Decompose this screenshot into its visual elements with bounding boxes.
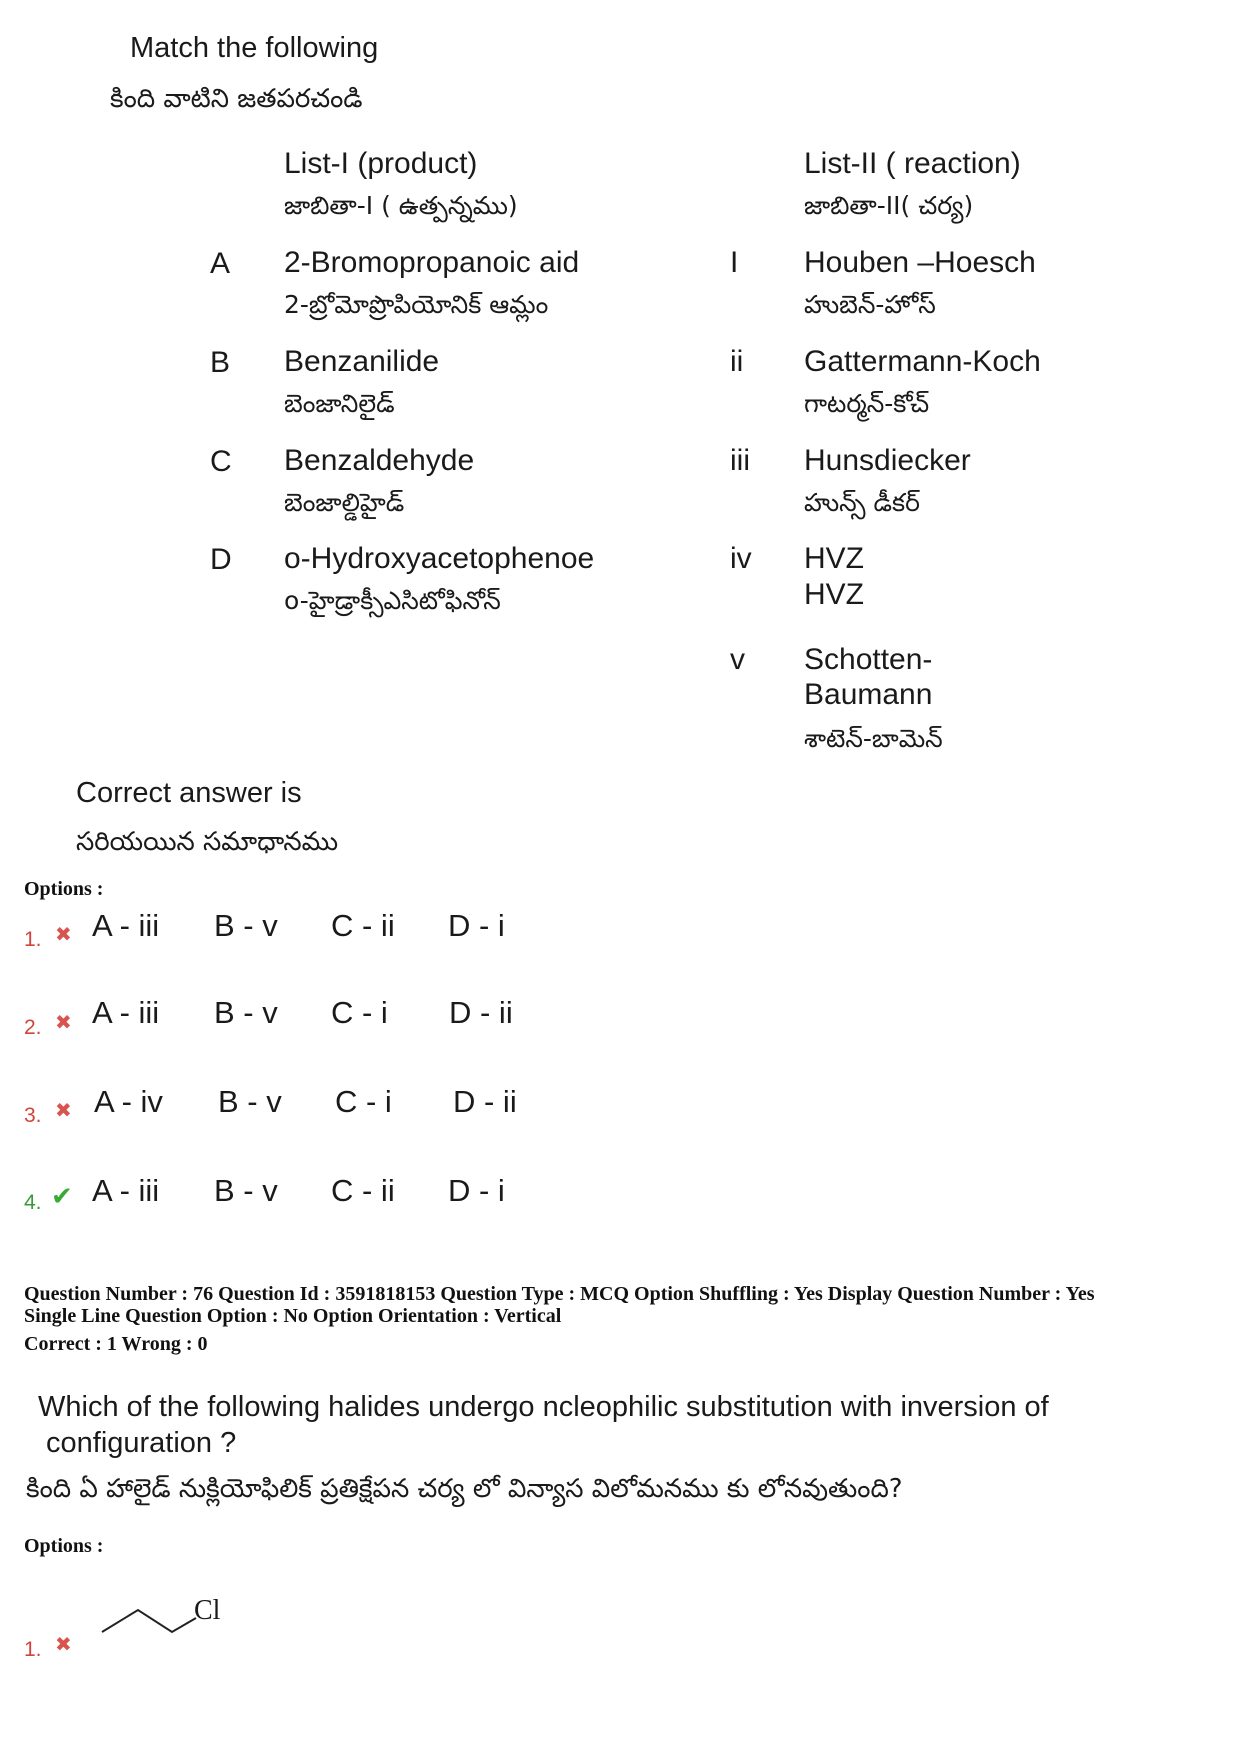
- list2-item-te: హుబెన్-హోస్: [804, 290, 936, 319]
- list2-item-en: Schotten-: [804, 643, 933, 676]
- option-part: B - v: [214, 995, 278, 1030]
- list2-item-en: Houben –Hoesch: [804, 246, 1036, 279]
- correct-answer-label-en: Correct answer is: [76, 777, 302, 809]
- question-meta-score: Correct : 1 Wrong : 0: [24, 1333, 208, 1355]
- list1-key: D: [210, 543, 232, 576]
- list2-item-te: శాటెన్-బామెన్: [804, 724, 943, 753]
- option-number: 1.: [24, 1638, 42, 1661]
- list1-item-te: 2-బ్రోమోప్రొపియోనిక్ ఆమ్లం: [284, 290, 549, 319]
- question-meta-line2: Single Line Question Option : No Option Orientation : Vertical: [24, 1305, 562, 1327]
- option-part: A - iv: [94, 1084, 163, 1119]
- list1-item-en: 2-Bromopropanoic aid: [284, 246, 580, 279]
- option-part: D - i: [448, 908, 505, 943]
- option-number: 1.: [24, 928, 42, 951]
- question-text-en: Which of the following halides undergo ncleophilic substitution with inversion of: [38, 1391, 1049, 1423]
- list1-key: A: [210, 247, 231, 280]
- cross-icon: ✖: [55, 1100, 72, 1122]
- list1-key: C: [210, 445, 232, 478]
- option-part: B - v: [214, 908, 278, 943]
- list2-header-te: జాబితా-II( చర్య): [804, 191, 974, 220]
- question-title-en: Match the following: [130, 32, 379, 64]
- list1-item-en: o-Hydroxyacetophenoe: [284, 542, 595, 575]
- option-part: A - iii: [92, 1173, 160, 1208]
- list1-key: B: [210, 346, 231, 379]
- option-part: C - ii: [331, 908, 395, 943]
- cross-icon: ✖: [55, 1012, 72, 1034]
- list2-item-en: HVZ: [804, 542, 864, 575]
- list2-key: ii: [730, 345, 744, 378]
- list1-item-te: o-హైడ్రాక్సీఎసిటోఫినోన్: [284, 586, 501, 615]
- list2-item-te: HVZ: [804, 578, 864, 611]
- list1-item-en: Benzanilide: [284, 345, 440, 378]
- question-text-en-cont: configuration ?: [46, 1427, 237, 1459]
- question-text-te: కింది ఏ హాలైడ్ నుక్లియోఫిలిక్ ప్రతిక్షేపన చర్య లో విన్యాస విలోమనము కు లోనవుతుంది?: [26, 1474, 903, 1504]
- option-part: C - ii: [331, 1173, 395, 1208]
- option-number: 3.: [24, 1104, 42, 1127]
- list2-key: iii: [730, 444, 750, 477]
- question-meta-line1: Question Number : 76 Question Id : 3591818153 Question Type : MCQ Option Shuffling : Yes Display Question Number : Yes: [24, 1283, 1095, 1305]
- list1-header-en: List-I (product): [284, 147, 478, 180]
- list2-header-en: List-II ( reaction): [804, 147, 1021, 180]
- list2-item-te: హున్స్ డీకర్: [804, 488, 920, 517]
- list2-key: iv: [730, 542, 752, 575]
- option-number: 2.: [24, 1016, 42, 1039]
- option-part: D - ii: [449, 995, 513, 1030]
- list2-key: I: [730, 246, 739, 279]
- option-part: D - i: [448, 1173, 505, 1208]
- option-part: C - i: [335, 1084, 392, 1119]
- options-label-q76: Options :: [24, 1535, 104, 1557]
- option-part: A - iii: [92, 995, 160, 1030]
- list2-key: v: [730, 643, 745, 676]
- option-part: D - ii: [453, 1084, 517, 1119]
- option-part: B - v: [218, 1084, 282, 1119]
- chlorine-label: Cl: [194, 1595, 221, 1626]
- option-part: A - iii: [92, 908, 160, 943]
- list2-item-en: Gattermann-Koch: [804, 345, 1041, 378]
- option-number: 4.: [24, 1191, 42, 1214]
- question-title-te: కింది వాటిని జతపరచండి: [110, 84, 363, 114]
- list1-item-en: Benzaldehyde: [284, 444, 475, 477]
- list2-item-te: గాటర్మన్-కోచ్: [804, 389, 930, 418]
- list1-header-te: జాబితా-I ( ఉత్పన్నము): [284, 191, 518, 220]
- list1-item-te: బెంజానిలైడ్: [284, 389, 395, 418]
- checkmark-icon: ✔: [51, 1181, 73, 1211]
- option-part: B - v: [214, 1173, 278, 1208]
- cross-icon: ✖: [55, 924, 72, 946]
- correct-answer-label-te: సరియయిన సమాధానము: [76, 827, 339, 857]
- option-part: C - i: [331, 995, 388, 1030]
- options-label: Options :: [24, 878, 104, 900]
- cross-icon: ✖: [55, 1634, 72, 1656]
- list1-item-te: బెంజాల్డిహైడ్: [284, 488, 405, 517]
- list2-item-en-cont: Baumann: [804, 678, 933, 711]
- list2-item-en: Hunsdiecker: [804, 444, 971, 477]
